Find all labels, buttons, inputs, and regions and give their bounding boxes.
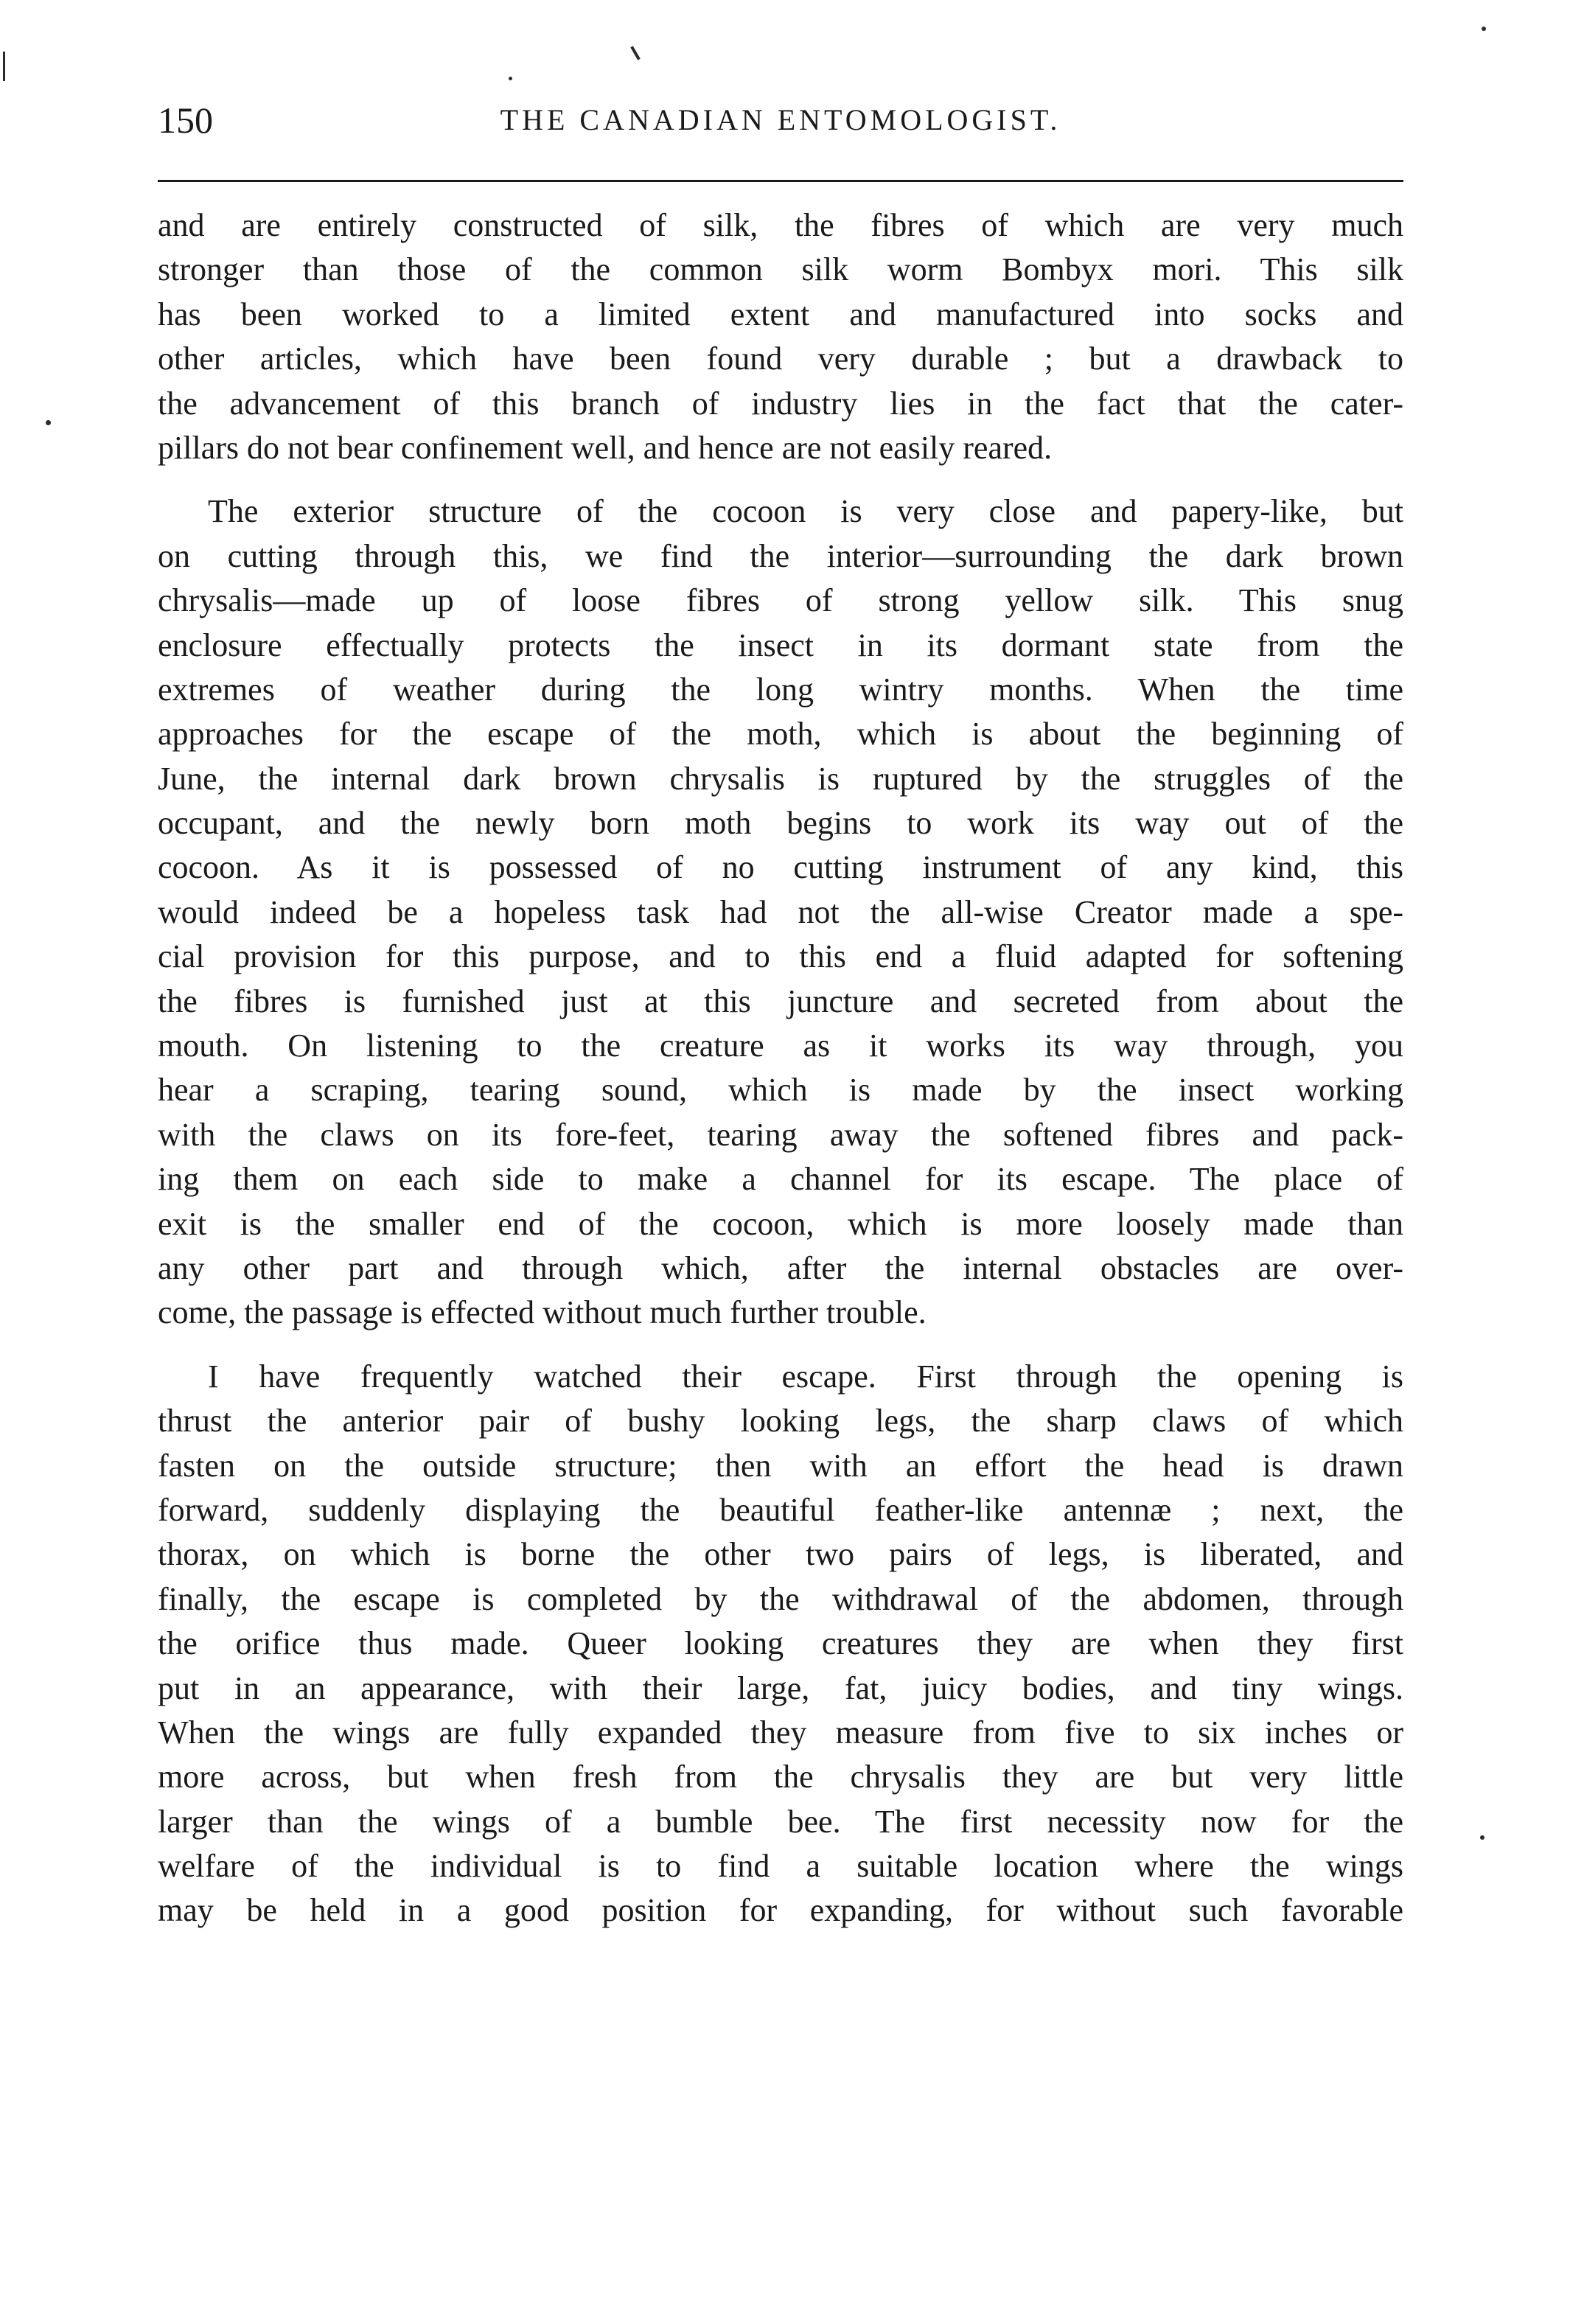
paragraph-gap [158, 470, 1403, 489]
text-line: welfare of the individual is to find a suitable location where the wings [158, 1848, 1403, 1885]
text-line: more across, but when fresh from the chrysalis they are but very little [158, 1759, 1403, 1796]
text-line: pillars do not bear confinement well, and hence are not easily reared. [158, 429, 1053, 466]
text-line: cial provision for this purpose, and to this end a fluid adapted for softening [158, 938, 1403, 975]
paragraph-gap [158, 1336, 1403, 1355]
text-line: the advancement of this branch of industry lies in the fact that the cater- [158, 385, 1403, 422]
text-line: cocoon. As it is possessed of no cutting instrument of any kind, this [158, 849, 1403, 886]
text-line: the orifice thus made. Queer looking creatures they are when they first [158, 1625, 1403, 1662]
text-line: with the claws on its fore-feet, tearing away the softened fibres and pack- [158, 1116, 1403, 1153]
header-rule [158, 180, 1403, 182]
running-head [158, 94, 1403, 146]
text-line: When the wings are fully expanded they measure from five to six inches or [158, 1714, 1403, 1751]
scan-speck [46, 420, 51, 425]
text-line: hear a scraping, tearing sound, which is made by the insect working [158, 1072, 1403, 1109]
scan-speck [1482, 27, 1486, 31]
text-line: enclosure effectually protects the insect in its dormant state from the [158, 627, 1403, 663]
text-line: mouth. On listening to the creature as it works its way through, you [158, 1027, 1403, 1064]
text-line: forward, suddenly displaying the beautiful feather-like antennæ ; next, the [158, 1491, 1403, 1528]
text-line: put in an appearance, with their large, fat, juicy bodies, and tiny wings. [158, 1669, 1403, 1706]
text-line: other articles, which have been found very durable ; but a drawback to [158, 341, 1403, 377]
paragraph-2 [158, 489, 1403, 1335]
text-line: and are entirely constructed of silk, the fibres of which are very much [158, 207, 1403, 243]
text-line: on cutting through this, we find the interior—surrounding the dark brown [158, 537, 1403, 574]
text-line: any other part and through which, after the internal obstacles are over- [158, 1249, 1403, 1286]
text-line: I have frequently watched their escape. First through the opening is [208, 1358, 1403, 1395]
paragraph-1 [158, 203, 1403, 470]
text-line: occupant, and the newly born moth begins to work its way out of the [158, 805, 1403, 842]
journal-title: THE CANADIAN ENTOMOLOGIST. [500, 103, 1061, 136]
text-line: approaches for the escape of the moth, which is about the beginning of [158, 716, 1403, 753]
text-line: would indeed be a hopeless task had not the all-wise Creator made a spe- [158, 893, 1403, 930]
text-line: has been worked to a limited extent and manufactured into socks and [158, 296, 1403, 332]
text-line: extremes of weather during the long wintry months. When the time [158, 671, 1403, 708]
scan-speck [630, 46, 640, 60]
text-line: may be held in a good position for expanding, for without such favorable [158, 1892, 1403, 1929]
text-line: June, the internal dark brown chrysalis is ruptured by the struggles of the [158, 760, 1403, 797]
page-number: 150 [158, 100, 213, 141]
text-line: exit is the smaller end of the cocoon, which is more loosely made than [158, 1205, 1403, 1242]
text-line: chrysalis—made up of loose fibres of strong yellow silk. This snug [158, 582, 1403, 619]
scan-speck [1480, 1835, 1484, 1840]
text-line: fasten on the outside structure; then with an effort the head is drawn [158, 1447, 1403, 1484]
text-line: ing them on each side to make a channel for its escape. The place of [158, 1161, 1403, 1198]
text-line: the fibres is furnished just at this juncture and secreted from about the [158, 983, 1403, 1019]
text-line: thorax, on which is borne the other two pairs of legs, is liberated, and [158, 1536, 1403, 1573]
text-line: thrust the anterior pair of bushy looking legs, the sharp claws of which [158, 1403, 1403, 1440]
text-line: finally, the escape is completed by the withdrawal of the abdomen, through [158, 1580, 1403, 1617]
text-line: larger than the wings of a bumble bee. The first necessity now for the [158, 1803, 1403, 1840]
scan-speck [509, 77, 512, 80]
body-text [158, 203, 1403, 1933]
text-line: stronger than those of the common silk worm Bombyx mori. This silk [158, 251, 1403, 288]
scan-speck [3, 52, 5, 81]
text-line: come, the passage is effected without much further trouble. [158, 1294, 927, 1331]
text-line: The exterior structure of the cocoon is very close and papery-like, but [208, 493, 1403, 530]
paragraph-3 [158, 1355, 1403, 1933]
